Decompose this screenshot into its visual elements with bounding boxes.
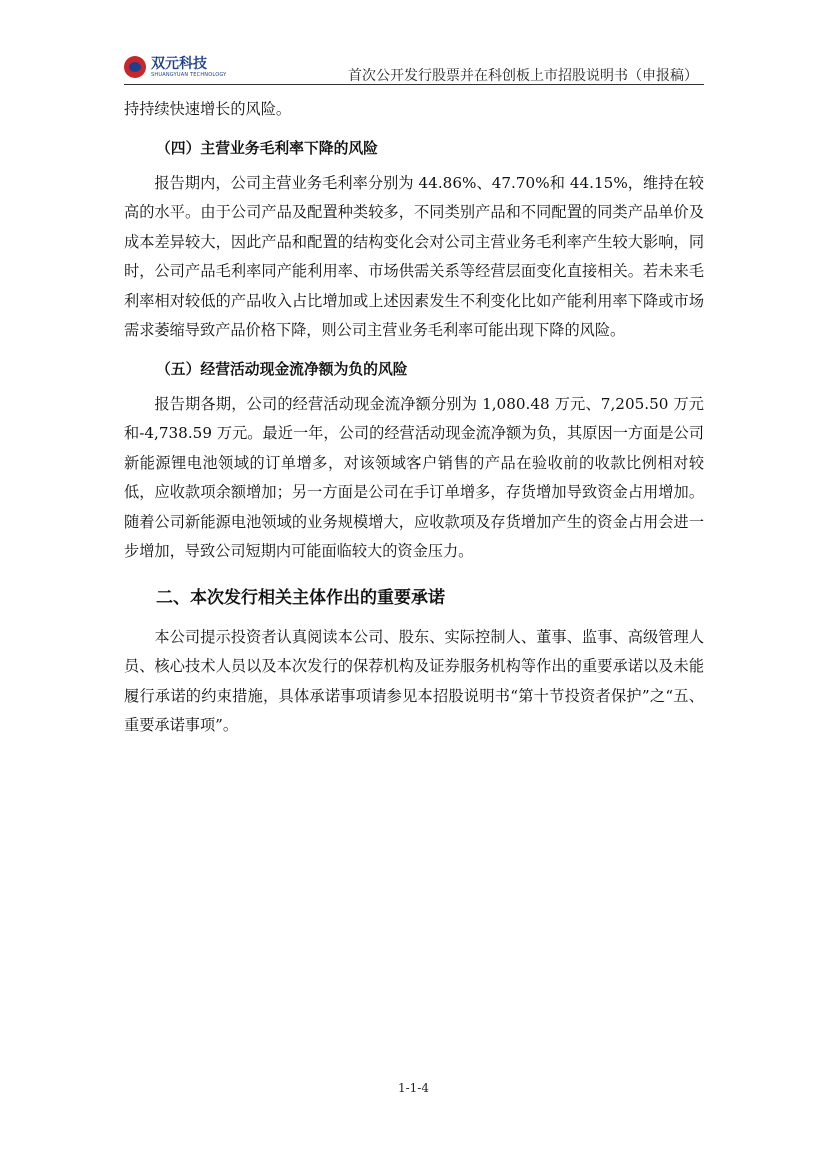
header-divider (124, 84, 704, 85)
document-title: 首次公开发行股票并在科创板上市招股说明书（申报稿） (348, 68, 698, 84)
logo-name: 双元科技 (151, 55, 207, 72)
company-logo (124, 56, 226, 78)
section-5-paragraph: 报告期各期，公司的经营活动现金流净额分别为 1,080.48 万元、7,205.50 万元和-4,738.59 万元。最近一年，公司的经营活动现金流净额为负，其原因一方面是公司新能源锂电池领域的订单增多，对该领域客户销售的产品在验收前的收款比例相对较低，应收款项余额增加；另一方面是公司在手订单增多，存货增加导致资金占用增加。随着公司新能源电池领域的业务规模增大，应收款项及存货增加产生的资金占用会进一步增加，导致公司短期内可能面临较大的资金压力。 (124, 394, 704, 560)
page-number: 1-1-4 (397, 1081, 429, 1095)
continuation-paragraph: 持持续快速增长的风险。 (124, 100, 292, 118)
chapter-heading-2: 二、本次发行相关主体作出的重要承诺 (156, 587, 445, 608)
page-body (124, 95, 704, 741)
logo-subtext: SHUANGYUAN TECHNOLOGY (151, 71, 227, 78)
section-heading-4: （四）主营业务毛利率下降的风险 (156, 139, 378, 157)
page-header (124, 56, 704, 86)
section-4-paragraph: 报告期内，公司主营业务毛利率分别为 44.86%、47.70%和 44.15%，维持在较高的水平。由于公司产品及配置种类较多，不同类别产品和不同配置的同类产品单价及成本差异较大，因此产品和配置的结构变化会对公司主营业务毛利率产生较大影响，同时，公司产品毛利率同产能利用率、市场供需关系等经营层面变化直接相关。若未来毛利率相对较低的产品收入占比增加或上述因素发生不利变化比如产能利用率下降或市场需求萎缩导致产品价格下降，则公司主营业务毛利率可能出现下降的风险。 (124, 173, 704, 339)
section-heading-5: （五）经营活动现金流净额为负的风险 (156, 360, 408, 378)
logo-icon (124, 56, 146, 78)
chapter-2-paragraph: 本公司提示投资者认真阅读本公司、股东、实际控制人、董事、监事、高级管理人员、核心技术人员以及本次发行的保荐机构及证券服务机构等作出的重要承诺以及未能履行承诺的约束措施，具体承诺事项请参见本招股说明书“第十节投资者保护”之“五、重要承诺事项”。 (124, 627, 704, 734)
